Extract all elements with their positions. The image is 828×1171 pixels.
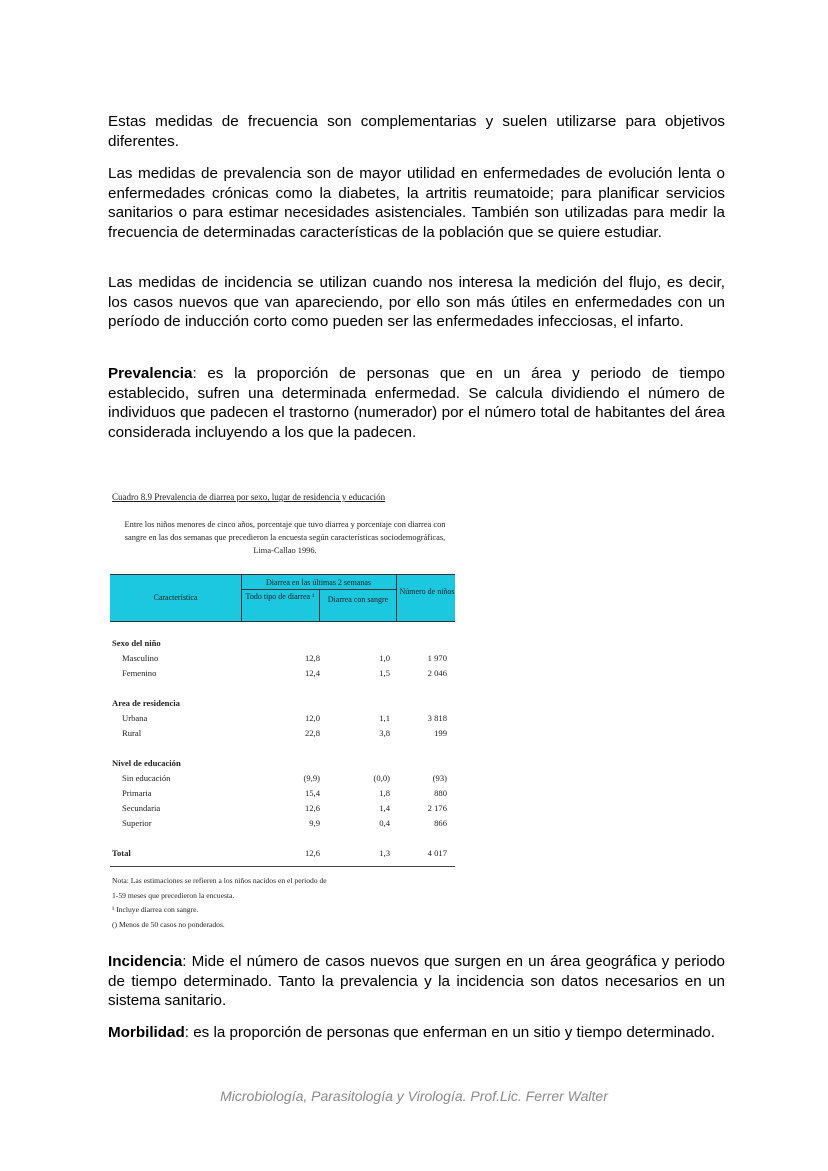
- table-note: 1-59 meses que precedieron la encuesta.: [112, 890, 235, 900]
- row-label: Sexo del niño: [112, 638, 161, 648]
- table-section-row: [108, 638, 458, 652]
- table-note: () Menos de 50 casos no ponderados.: [112, 919, 225, 929]
- cell-numero: 880: [434, 788, 447, 798]
- row-label: Masculino: [122, 653, 159, 663]
- term-morbilidad: Morbilidad: [108, 1024, 185, 1041]
- cell-numero: 2 046: [427, 668, 447, 678]
- header-con-sangre: Diarrea con sangre: [327, 595, 389, 604]
- cell-con-sangre: (0,0): [373, 773, 390, 783]
- table-row: [108, 653, 458, 667]
- table-header: [110, 574, 455, 622]
- row-label: Primaria: [122, 788, 152, 798]
- definition-morbilidad-text: : es la proporción de personas que enferman en un sitio y tiempo determinado.: [184, 1024, 715, 1041]
- table-row: [108, 803, 458, 817]
- cell-con-sangre: 1,5: [379, 668, 390, 678]
- table-note: Nota: Las estimaciones se refieren a los niños nacidos en el periodo de: [112, 876, 327, 885]
- header-todo-tipo: Todo tipo de diarrea ¹: [245, 592, 315, 601]
- table-caption: Cuadro 8.9 Prevalencia de diarrea por sexo, lugar de residencia y educación: [112, 492, 386, 502]
- cell-con-sangre: 1,8: [379, 788, 390, 798]
- table-bottom-rule: [110, 866, 455, 867]
- table-description: Entre los niños menores de cinco años, porcentaje que tuvo diarrea y porcentaje con diarrea con sangre en las dos semanas que precedieron la encuesta según características sociodemográficas, Lima-Callao 1996.: [124, 520, 446, 555]
- row-label: Femenino: [122, 668, 157, 678]
- table-row: [108, 788, 458, 802]
- cell-todo-tipo: 12,0: [304, 713, 320, 723]
- row-label: Secundaria: [122, 803, 161, 813]
- header-caracteristica: Característica: [153, 593, 198, 602]
- header-divider: [319, 590, 320, 621]
- definition-morbilidad: [108, 1023, 725, 1043]
- table-section-row: [108, 758, 458, 772]
- header-divider: [241, 589, 396, 590]
- cell-numero: (93): [432, 773, 447, 783]
- cell-numero: 866: [434, 818, 447, 828]
- cell-con-sangre: 1,1: [379, 713, 390, 723]
- cell-todo-tipo: 12,4: [304, 668, 320, 678]
- paragraph-prevalencia-uso: Las medidas de prevalencia son de mayor utilidad en enfermedades de evolución lenta o enfermedades crónicas como la diabetes, la artritis reumatoide; para planificar servicios sanitarios o para estimar necesidades asistenciales. También son utilizadas para medir la frecuencia de determinadas características de la población que se quiere estudiar.: [108, 165, 725, 241]
- row-label: Urbana: [122, 713, 148, 723]
- table-row: [108, 773, 458, 787]
- definition-prevalencia-text: : es la proporción de personas que en un área y periodo de tiempo establecido, sufren una determinada enfermedad. Se calcula dividiendo el número de individuos que padecen el trastorno (numerador) por el número total de habitantes del área considerada incluyendo a los que la padecen.: [108, 365, 725, 441]
- table-note: ¹ Incluye diarrea con sangre.: [112, 905, 199, 914]
- table-notes: [112, 874, 327, 932]
- definition-incidencia: [108, 952, 725, 1011]
- page-footer: Microbiología, Parasitología y Virología. Prof.Lic. Ferrer Walter: [220, 1088, 608, 1104]
- row-label: Area de residencia: [112, 698, 180, 708]
- table-section-row: [108, 698, 458, 712]
- cell-numero: 2 176: [427, 803, 447, 813]
- header-divider: [396, 575, 397, 621]
- cell-con-sangre: 3,8: [379, 728, 390, 738]
- row-label: Superior: [122, 818, 152, 828]
- cell-todo-tipo: 22,8: [304, 728, 320, 738]
- cell-con-sangre: 1,4: [379, 803, 390, 813]
- table-row: [108, 728, 458, 742]
- term-prevalencia: Prevalencia: [108, 365, 193, 382]
- term-incidencia: Incidencia: [108, 953, 183, 970]
- definition-incidencia-text: : Mide el número de casos nuevos que surgen en un área geográfica y periodo de tiempo determinado. Tanto la prevalencia y la incidencia son datos necesarios en un sistema sanitario.: [108, 953, 725, 1010]
- row-label: Nivel de educación: [112, 758, 181, 768]
- cell-todo-tipo: (9,9): [303, 773, 320, 783]
- row-label: Sin educación: [122, 773, 171, 783]
- cell-numero: 199: [434, 728, 447, 738]
- paragraph-incidencia-uso: Las medidas de incidencia se utilizan cuando nos interesa la medición del flujo, es decir, los casos nuevos que van apareciendo, por ello son más útiles en enfermedades con un período de inducción corto como pueden ser las enfermedades infecciosas, el infarto.: [108, 274, 725, 331]
- prevalence-table-figure: [108, 488, 458, 933]
- cell-todo-tipo: 9,9: [309, 818, 320, 828]
- header-diarrea-group: Diarrea en las últimas 2 semanas: [265, 578, 372, 587]
- cell-todo-tipo: 12,8: [304, 653, 320, 663]
- table-row: [108, 713, 458, 727]
- cell-todo-tipo: 12,6: [304, 848, 320, 858]
- cell-con-sangre: 1,0: [379, 653, 390, 663]
- header-numero: Número de niños: [399, 587, 455, 596]
- cell-numero: 1 970: [427, 653, 447, 663]
- definition-prevalencia: [108, 364, 725, 442]
- paragraph-frecuencia: Estas medidas de frecuencia son complementarias y suelen utilizarse para objetivos diferentes.: [108, 113, 725, 150]
- cell-todo-tipo: 12,6: [304, 803, 320, 813]
- table-row: [108, 818, 458, 832]
- cell-numero: 3 818: [427, 713, 447, 723]
- row-label: Rural: [122, 728, 142, 738]
- cell-con-sangre: 1,3: [379, 848, 390, 858]
- table-total-row: [108, 848, 458, 862]
- table-row: [108, 668, 458, 682]
- cell-con-sangre: 0,4: [379, 818, 390, 828]
- cell-todo-tipo: 15,4: [304, 788, 320, 798]
- cell-numero: 4 017: [427, 848, 447, 858]
- row-label: Total: [112, 848, 131, 858]
